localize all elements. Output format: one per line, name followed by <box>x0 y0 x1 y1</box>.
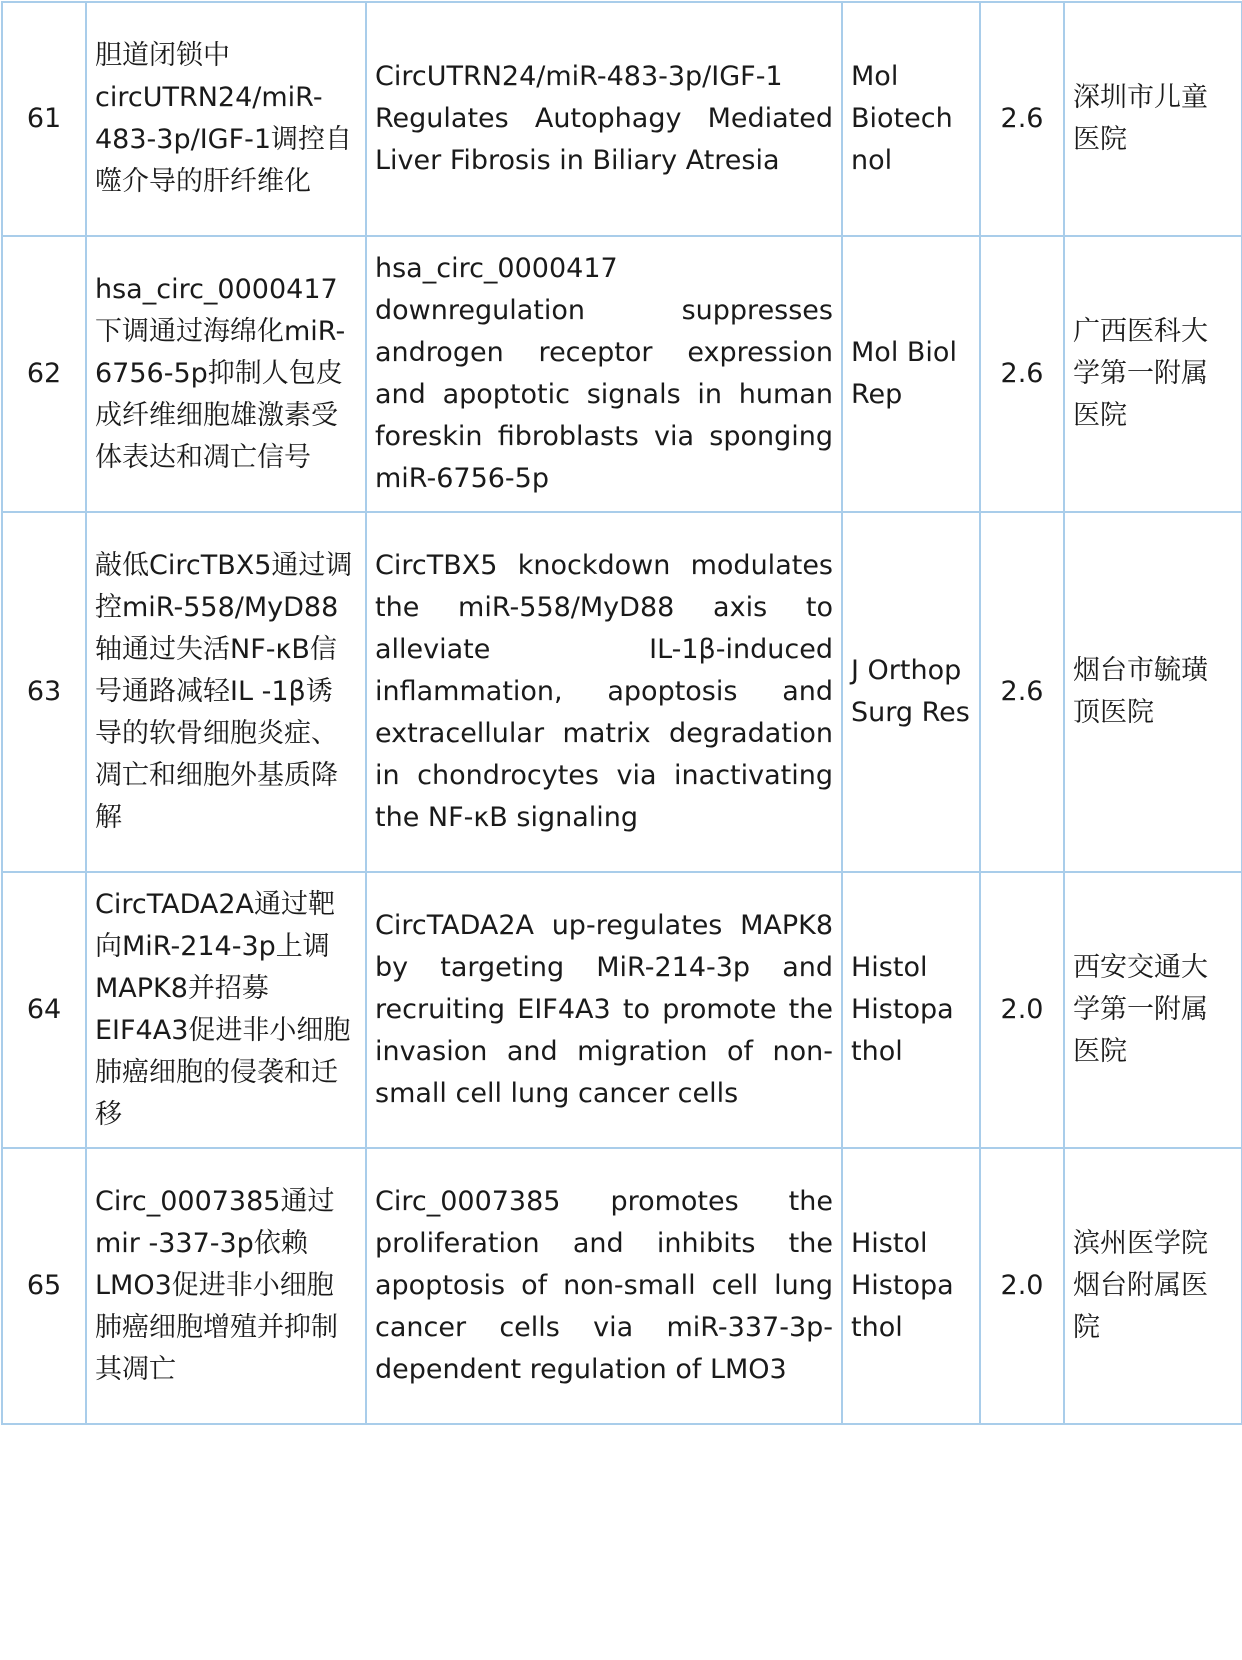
english-title: Circ_0007385 promotes the proliferation and inhibits the apoptosis of non-small cell lung cancer cells via miR-337-3p-dependent regulation of LMO3 <box>366 1148 842 1424</box>
impact-factor: 2.6 <box>980 236 1064 512</box>
row-number: 61 <box>2 2 86 236</box>
table-row <box>2 236 1242 512</box>
impact-factor: 2.6 <box>980 512 1064 872</box>
row-number: 63 <box>2 512 86 872</box>
publication-table <box>1 1 1242 1425</box>
table-row <box>2 512 1242 872</box>
table-row <box>2 2 1242 236</box>
chinese-title: hsa_circ_0000417下调通过海绵化miR-6756-5p抑制人包皮成纤维细胞雄激素受体表达和凋亡信号 <box>86 236 366 512</box>
journal-name: Histol Histopa thol <box>842 1148 980 1424</box>
journal-name: Mol Biol Rep <box>842 236 980 512</box>
institution: 广西医科大学第一附属医院 <box>1064 236 1242 512</box>
english-title: CircTADA2A up-regulates MAPK8 by targeting MiR-214-3p and recruiting EIF4A3 to promote the invasion and migration of non-small cell lung cancer cells <box>366 872 842 1148</box>
journal-name: Histol Histopa thol <box>842 872 980 1148</box>
journal-name: J Orthop Surg Res <box>842 512 980 872</box>
impact-factor: 2.0 <box>980 1148 1064 1424</box>
table-row <box>2 872 1242 1148</box>
table-row <box>2 1148 1242 1424</box>
chinese-title: 胆道闭锁中circUTRN24/miR-483-3p/IGF-1调控自噬介导的肝纤维化 <box>86 2 366 236</box>
institution: 烟台市毓璜顶医院 <box>1064 512 1242 872</box>
journal-name: Mol Biotech nol <box>842 2 980 236</box>
chinese-title: CircTADA2A通过靶向MiR-214-3p上调MAPK8并招募EIF4A3促进非小细胞肺癌细胞的侵袭和迁移 <box>86 872 366 1148</box>
chinese-title: 敲低CircTBX5通过调控miR-558/MyD88轴通过失活NF-κB信号通路减轻IL -1β诱导的软骨细胞炎症、凋亡和细胞外基质降解 <box>86 512 366 872</box>
chinese-title: Circ_0007385通过mir -337-3p依赖LMO3促进非小细胞肺癌细胞增殖并抑制其凋亡 <box>86 1148 366 1424</box>
row-number: 62 <box>2 236 86 512</box>
row-number: 65 <box>2 1148 86 1424</box>
row-number: 64 <box>2 872 86 1148</box>
english-title: CircUTRN24/miR-483-3p/IGF-1 Regulates Autophagy Mediated Liver Fibrosis in Biliary Atresia <box>366 2 842 236</box>
english-title: hsa_circ_0000417 downregulation suppresses androgen receptor expression and apoptotic signals in human foreskin fibroblasts via sponging miR-6756-5p <box>366 236 842 512</box>
english-title: CircTBX5 knockdown modulates the miR-558/MyD88 axis to alleviate IL-1β-induced inflammation, apoptosis and extracellular matrix degradation in chondrocytes via inactivating the NF-κB signaling <box>366 512 842 872</box>
institution: 西安交通大学第一附属医院 <box>1064 872 1242 1148</box>
institution: 深圳市儿童医院 <box>1064 2 1242 236</box>
institution: 滨州医学院烟台附属医院 <box>1064 1148 1242 1424</box>
impact-factor: 2.6 <box>980 2 1064 236</box>
impact-factor: 2.0 <box>980 872 1064 1148</box>
